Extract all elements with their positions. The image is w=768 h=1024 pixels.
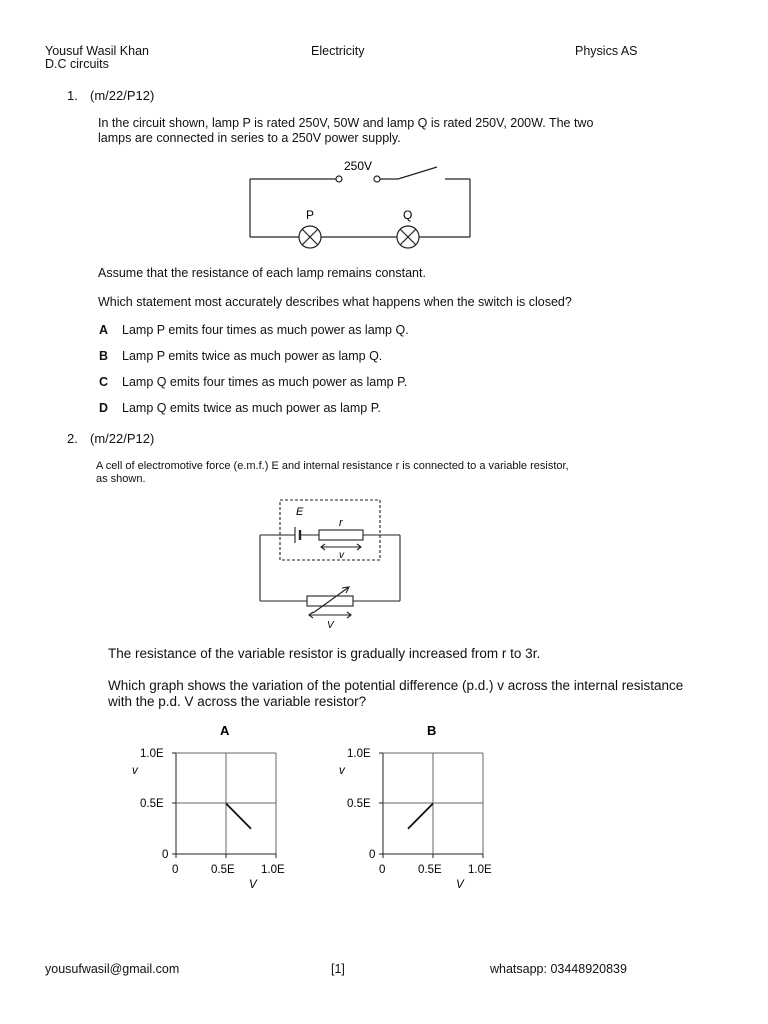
header-subtopic: D.C circuits: [45, 57, 109, 71]
q1-supply-label: 250V: [344, 159, 373, 173]
graph-a: [120, 718, 310, 893]
q1-option-b-text: Lamp P emits twice as much power as lamp Q.: [122, 349, 383, 363]
q1-assume: Assume that the resistance of each lamp remains constant.: [98, 266, 426, 280]
q2-text-2: as shown.: [96, 473, 146, 485]
q2-ref: (m/22/P12): [90, 431, 155, 446]
graph-a-xtick-zero: 0: [172, 864, 179, 876]
graph-a-ytick-top: 1.0E: [140, 748, 164, 760]
graph-b-title: B: [427, 723, 437, 738]
graph-b-xlabel: V: [456, 879, 464, 891]
q1-option-d-text: Lamp Q emits twice as much power as lamp P.: [122, 401, 381, 415]
footer-email: yousufwasil@gmail.com: [45, 962, 180, 976]
q1-circuit-diagram: [240, 155, 480, 255]
q1-option-a-letter: A: [99, 323, 109, 337]
q2-pd-internal-label: v: [339, 550, 344, 561]
q1-lamp-q-label: Q: [403, 208, 413, 222]
footer-page: [1]: [331, 962, 345, 976]
q1-question: Which statement most accurately describes what happens when the switch is closed?: [98, 295, 572, 309]
q2-question-2: with the p.d. V across the variable resistor?: [108, 694, 367, 709]
q2-circuit-diagram: [255, 495, 405, 630]
q1-option-b-letter: B: [99, 349, 109, 363]
q2-text-1: A cell of electromotive force (e.m.f.) E and internal resistance r is connected to a variable resistor,: [96, 460, 569, 472]
q2-internal-label: r: [339, 517, 343, 529]
graph-a-xtick-end: 1.0E: [261, 864, 285, 876]
graph-a-ylabel: v: [132, 765, 138, 777]
q2-statement: The resistance of the variable resistor is gradually increased from r to 3r.: [108, 646, 541, 661]
q2-pd-variable-label: V: [327, 620, 334, 630]
graph-b-ytick-top: 1.0E: [347, 748, 371, 760]
graph-a-title: A: [220, 723, 230, 738]
graph-b-ytick-mid: 0.5E: [347, 798, 371, 810]
graph-a-xtick-mid: 0.5E: [211, 864, 235, 876]
graph-b-ylabel: v: [339, 765, 345, 777]
graph-a-ytick-zero: 0: [162, 849, 169, 861]
q1-option-d-letter: D: [99, 401, 109, 415]
q1-lamp-p-label: P: [306, 208, 315, 222]
q1-option-c-text: Lamp Q emits four times as much power as lamp P.: [122, 375, 408, 389]
graph-b-data-line: [408, 804, 433, 829]
header-author: Yousuf Wasil Khan: [45, 44, 149, 58]
graph-a-data-line: [226, 804, 251, 829]
header-topic: Electricity: [311, 44, 365, 58]
q2-question-1: Which graph shows the variation of the potential difference (p.d.) v across the internal resistance: [108, 678, 684, 693]
graph-b: [327, 718, 517, 893]
graph-b-xtick-zero: 0: [379, 864, 386, 876]
q1-option-a-text: Lamp P emits four times as much power as lamp Q.: [122, 323, 409, 337]
graph-a-ytick-mid: 0.5E: [140, 798, 164, 810]
graph-b-xtick-mid: 0.5E: [418, 864, 442, 876]
footer-phone: whatsapp: 03448920839: [490, 962, 627, 976]
graph-b-xtick-end: 1.0E: [468, 864, 492, 876]
q1-ref: (m/22/P12): [90, 88, 155, 103]
q1-text-1: In the circuit shown, lamp P is rated 250V, 50W and lamp Q is rated 250V, 200W. The two: [98, 116, 594, 130]
q1-text-2: lamps are connected in series to a 250V power supply.: [98, 131, 401, 145]
graph-b-ytick-zero: 0: [369, 849, 376, 861]
q2-emf-label: E: [296, 506, 304, 518]
header-level: Physics AS: [575, 44, 638, 58]
graph-a-xlabel: V: [249, 879, 257, 891]
q1-option-c-letter: C: [99, 375, 109, 389]
q2-number: 2.: [67, 431, 78, 446]
q1-number: 1.: [67, 88, 78, 103]
